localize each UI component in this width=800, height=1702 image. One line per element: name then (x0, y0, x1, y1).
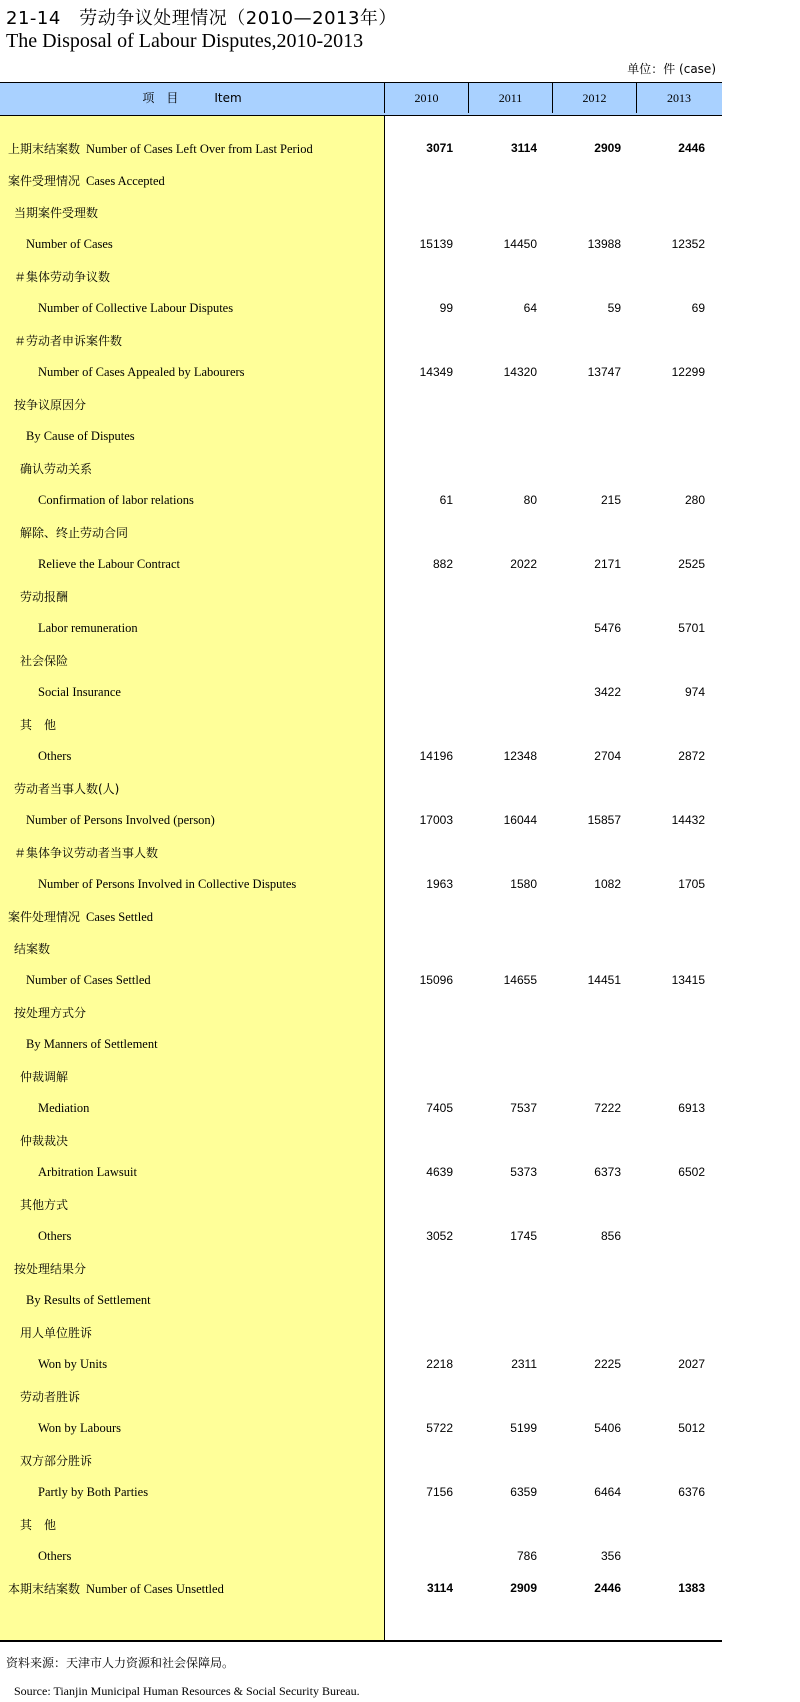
table-row (0, 644, 722, 676)
cell-value-2011: 5199 (510, 1421, 537, 1435)
row-label (0, 1229, 385, 1244)
row-label-cn: 按处理结果分 (14, 1261, 87, 1276)
header-year-2011: 2011 (469, 83, 553, 113)
cell-value-2013: 6376 (678, 1485, 705, 1499)
table-row (0, 836, 722, 868)
row-label (0, 1132, 385, 1149)
row-label (0, 1165, 385, 1180)
table-row (0, 868, 722, 900)
table-row (0, 1444, 722, 1476)
table-row (0, 1348, 722, 1380)
cell-value-2013: 12352 (671, 237, 705, 251)
row-label (0, 940, 385, 957)
cell-value-2010: 3052 (426, 1229, 453, 1243)
table-row (0, 196, 722, 228)
row-label-en: Arbitration Lawsuit (38, 1164, 137, 1179)
table-row (0, 1220, 722, 1252)
cell-value-2012: 59 (607, 301, 621, 315)
table-body (0, 116, 722, 1642)
cell-value-2012: 2225 (594, 1357, 621, 1371)
row-label-en: Number of Cases Appealed by Labourers (38, 364, 245, 379)
cell-value-2012: 2171 (594, 557, 621, 571)
cell-value-2011: 6359 (510, 1485, 537, 1499)
row-label-cn: 社会保险 (20, 653, 69, 668)
cell-value-2010: 882 (432, 557, 453, 571)
cell-value-2012: 2909 (594, 141, 621, 155)
row-label-cn: 确认劳动关系 (20, 461, 93, 476)
cell-value-2011: 3114 (510, 141, 537, 155)
table-header (0, 82, 722, 116)
table-row (0, 1316, 722, 1348)
row-label-en: By Cause of Disputes (26, 428, 135, 443)
row-label-en: By Results of Settlement (26, 1292, 151, 1307)
table-row (0, 1284, 722, 1316)
row-label-en: Others (38, 1548, 72, 1563)
cell-value-2010: 4639 (426, 1165, 453, 1179)
row-label-en: Cases Settled (86, 909, 154, 924)
row-label-cn: 用人单位胜诉 (20, 1325, 93, 1340)
table-rows (0, 116, 722, 1640)
cell-value-2013: 12299 (671, 365, 705, 379)
cell-value-2010: 2218 (426, 1357, 453, 1371)
row-label-cn: 仲裁调解 (20, 1069, 69, 1084)
cell-value-2012: 6373 (594, 1165, 621, 1179)
row-label-en: Labor remuneration (38, 620, 138, 635)
cell-value-2011: 2022 (510, 557, 537, 571)
cell-value-2012: 356 (600, 1549, 621, 1563)
row-label-cn: 本期末结案数 (8, 1581, 81, 1596)
row-label-cn: 其 他 (20, 1517, 57, 1532)
row-label-en: Mediation (38, 1100, 90, 1115)
table-row (0, 1092, 722, 1124)
table-row (0, 1572, 722, 1604)
row-label-cn: ＃集体争议劳动者当事人数 (14, 845, 159, 860)
cell-value-2011: 14655 (503, 973, 537, 987)
table-row (0, 420, 722, 452)
source-note-cn: 资料来源：天津市人力资源和社会保障局。 (6, 1656, 235, 1670)
table-row (0, 900, 722, 932)
row-label-cn: ＃劳动者申诉案件数 (14, 333, 123, 348)
row-label (0, 1293, 385, 1308)
row-label (0, 1324, 385, 1341)
row-label-en: Confirmation of labor relations (38, 492, 194, 507)
row-label (0, 1516, 385, 1533)
row-label (0, 780, 385, 797)
cell-value-2010: 3071 (426, 141, 453, 155)
row-label-en: Partly by Both Parties (38, 1484, 149, 1499)
row-label (0, 1068, 385, 1085)
row-label-cn: 解除、终止劳动合同 (20, 525, 129, 540)
cell-value-2010: 7156 (426, 1485, 453, 1499)
cell-value-2011: 786 (516, 1549, 537, 1563)
table-title-cn: 21-14 劳动争议处理情况（2010—2013年） (6, 8, 397, 29)
row-label (0, 1452, 385, 1469)
table-row (0, 292, 722, 324)
row-label-cn: 双方部分胜诉 (20, 1453, 93, 1468)
cell-value-2011: 12348 (503, 749, 537, 763)
cell-value-2012: 15857 (587, 813, 621, 827)
row-label-cn: 劳动报酬 (20, 589, 69, 604)
row-label (0, 813, 385, 828)
table-row (0, 740, 722, 772)
cell-value-2013: 974 (684, 685, 705, 699)
table-row (0, 996, 722, 1028)
row-label (0, 1580, 385, 1597)
row-label (0, 749, 385, 764)
table-row (0, 164, 722, 196)
table-row (0, 260, 722, 292)
row-label-cn: 当期案件受理数 (14, 205, 99, 220)
row-label (0, 557, 385, 572)
row-label (0, 1421, 385, 1436)
cell-value-2011: 14450 (503, 237, 537, 251)
cell-value-2013: 1383 (678, 1581, 705, 1595)
cell-value-2010: 14196 (419, 749, 453, 763)
table-row (0, 452, 722, 484)
row-label (0, 429, 385, 444)
row-label (0, 1101, 385, 1116)
table-row (0, 132, 722, 164)
row-label-en: Number of Persons Involved (person) (26, 812, 215, 827)
row-label (0, 460, 385, 477)
row-label-en: Won by Units (38, 1356, 108, 1371)
cell-value-2012: 1082 (594, 877, 621, 891)
cell-value-2013: 13415 (671, 973, 705, 987)
row-label-en: Number of Cases Left Over from Last Period (86, 141, 313, 156)
cell-value-2011: 1745 (510, 1229, 537, 1243)
table-row (0, 612, 722, 644)
table-row (0, 676, 722, 708)
unit-label: 单位：件 (case) (627, 62, 716, 76)
header-year-2012: 2012 (553, 83, 637, 113)
cell-value-2013: 2525 (678, 557, 705, 571)
table-row (0, 1124, 722, 1156)
row-label (0, 1004, 385, 1021)
table-row (0, 772, 722, 804)
cell-value-2011: 2909 (510, 1581, 537, 1595)
row-label (0, 301, 385, 316)
row-label-cn: 上期末结案数 (8, 141, 81, 156)
table-row (0, 1028, 722, 1060)
row-label (0, 237, 385, 252)
table-row (0, 324, 722, 356)
cell-value-2010: 5722 (426, 1421, 453, 1435)
table-row (0, 516, 722, 548)
cell-value-2011: 7537 (510, 1101, 537, 1115)
cell-value-2011: 1580 (510, 877, 537, 891)
row-label (0, 140, 385, 157)
row-label-cn: 其他方式 (20, 1197, 69, 1212)
table-row (0, 1476, 722, 1508)
row-label-en: Cases Accepted (86, 173, 165, 188)
row-label (0, 588, 385, 605)
cell-value-2012: 856 (600, 1229, 621, 1243)
table-row (0, 1252, 722, 1284)
row-label-en: Number of Persons Involved in Collective Disputes (38, 876, 297, 891)
cell-value-2013: 1705 (678, 877, 705, 891)
row-label-cn: 其 他 (20, 717, 57, 732)
row-label (0, 652, 385, 669)
cell-value-2011: 5373 (510, 1165, 537, 1179)
cell-value-2010: 1963 (426, 877, 453, 891)
cell-value-2013: 14432 (671, 813, 705, 827)
cell-value-2012: 6464 (594, 1485, 621, 1499)
header-year-2013: 2013 (667, 91, 691, 105)
table-row (0, 1156, 722, 1188)
table-row (0, 1380, 722, 1412)
cell-value-2010: 7405 (426, 1101, 453, 1115)
table-row (0, 804, 722, 836)
cell-value-2011: 80 (523, 493, 537, 507)
table-row (0, 356, 722, 388)
row-label-en: By Manners of Settlement (26, 1036, 158, 1051)
row-label-cn: ＃集体劳动争议数 (14, 269, 111, 284)
cell-value-2013: 5012 (678, 1421, 705, 1435)
row-label (0, 1037, 385, 1052)
row-label (0, 332, 385, 349)
header-item: 项 目 Item (0, 83, 385, 113)
row-label (0, 493, 385, 508)
row-label-en: Others (38, 1228, 72, 1243)
row-label (0, 365, 385, 380)
row-label (0, 844, 385, 861)
cell-value-2012: 3422 (594, 685, 621, 699)
table-row (0, 708, 722, 740)
row-label (0, 973, 385, 988)
table-row (0, 1188, 722, 1220)
cell-value-2013: 2872 (678, 749, 705, 763)
row-label (0, 1196, 385, 1213)
source-note-en: Source: Tianjin Municipal Human Resources & Social Security Bureau. (14, 1684, 360, 1698)
cell-value-2010: 99 (439, 301, 453, 315)
row-label (0, 1549, 385, 1564)
row-label-cn: 按处理方式分 (14, 1005, 87, 1020)
row-label-cn: 结案数 (14, 941, 51, 956)
table-row (0, 1060, 722, 1092)
cell-value-2012: 13747 (587, 365, 621, 379)
cell-value-2010: 15096 (419, 973, 453, 987)
row-label (0, 716, 385, 733)
cell-value-2011: 14320 (503, 365, 537, 379)
data-table (0, 82, 722, 1642)
row-label-en: Number of Cases Unsettled (86, 1581, 224, 1596)
table-row (0, 1540, 722, 1572)
table-row (0, 580, 722, 612)
cell-value-2012: 14451 (587, 973, 621, 987)
cell-value-2013: 69 (691, 301, 705, 315)
row-label (0, 908, 385, 925)
cell-value-2012: 13988 (587, 237, 621, 251)
row-label (0, 396, 385, 413)
cell-value-2011: 2311 (511, 1357, 537, 1371)
cell-value-2012: 2704 (594, 749, 621, 763)
row-label-cn: 仲裁裁决 (20, 1133, 69, 1148)
cell-value-2012: 7222 (594, 1101, 621, 1115)
cell-value-2013: 280 (684, 493, 705, 507)
cell-value-2013: 2027 (678, 1357, 705, 1371)
table-row (0, 228, 722, 260)
row-label-en: Number of Cases (26, 236, 113, 251)
cell-value-2013: 5701 (678, 621, 705, 635)
table-row (0, 932, 722, 964)
cell-value-2013: 6502 (678, 1165, 705, 1179)
row-label-cn: 案件受理情况 (8, 173, 81, 188)
cell-value-2012: 5476 (594, 621, 621, 635)
table-row (0, 388, 722, 420)
row-label (0, 685, 385, 700)
row-label-cn: 劳动者胜诉 (20, 1389, 81, 1404)
row-label (0, 1485, 385, 1500)
cell-value-2012: 5406 (594, 1421, 621, 1435)
cell-value-2010: 15139 (419, 237, 453, 251)
table-row (0, 1412, 722, 1444)
cell-value-2010: 3114 (426, 1581, 453, 1595)
row-label-en: Won by Labours (38, 1420, 122, 1435)
row-label (0, 1260, 385, 1277)
row-label-en: Number of Collective Labour Disputes (38, 300, 234, 315)
cell-value-2013: 2446 (678, 141, 705, 155)
table-row (0, 548, 722, 580)
row-label-cn: 案件处理情况 (8, 909, 81, 924)
cell-value-2010: 14349 (419, 365, 453, 379)
cell-value-2012: 2446 (594, 1581, 621, 1595)
row-label-en: Number of Cases Settled (26, 972, 151, 987)
cell-value-2012: 215 (600, 493, 621, 507)
row-label-cn: 按争议原因分 (14, 397, 87, 412)
row-label-en: Relieve the Labour Contract (38, 556, 180, 571)
cell-value-2011: 64 (523, 301, 537, 315)
table-row (0, 484, 722, 516)
row-label (0, 1357, 385, 1372)
header-year-2010: 2010 (385, 83, 469, 113)
cell-value-2010: 17003 (419, 813, 453, 827)
row-label (0, 268, 385, 285)
table-title-en: The Disposal of Labour Disputes,2010-2013 (6, 30, 364, 52)
row-label (0, 1388, 385, 1405)
cell-value-2011: 16044 (503, 813, 537, 827)
row-label (0, 877, 385, 892)
row-label (0, 172, 385, 189)
cell-value-2013: 6913 (678, 1101, 705, 1115)
table-row (0, 964, 722, 996)
cell-value-2010: 61 (439, 493, 453, 507)
row-label (0, 621, 385, 636)
table-row (0, 1508, 722, 1540)
row-label (0, 524, 385, 541)
row-label-cn: 劳动者当事人数(人) (14, 781, 120, 796)
row-label (0, 204, 385, 221)
row-label-en: Social Insurance (38, 684, 121, 699)
row-label-en: Others (38, 748, 72, 763)
